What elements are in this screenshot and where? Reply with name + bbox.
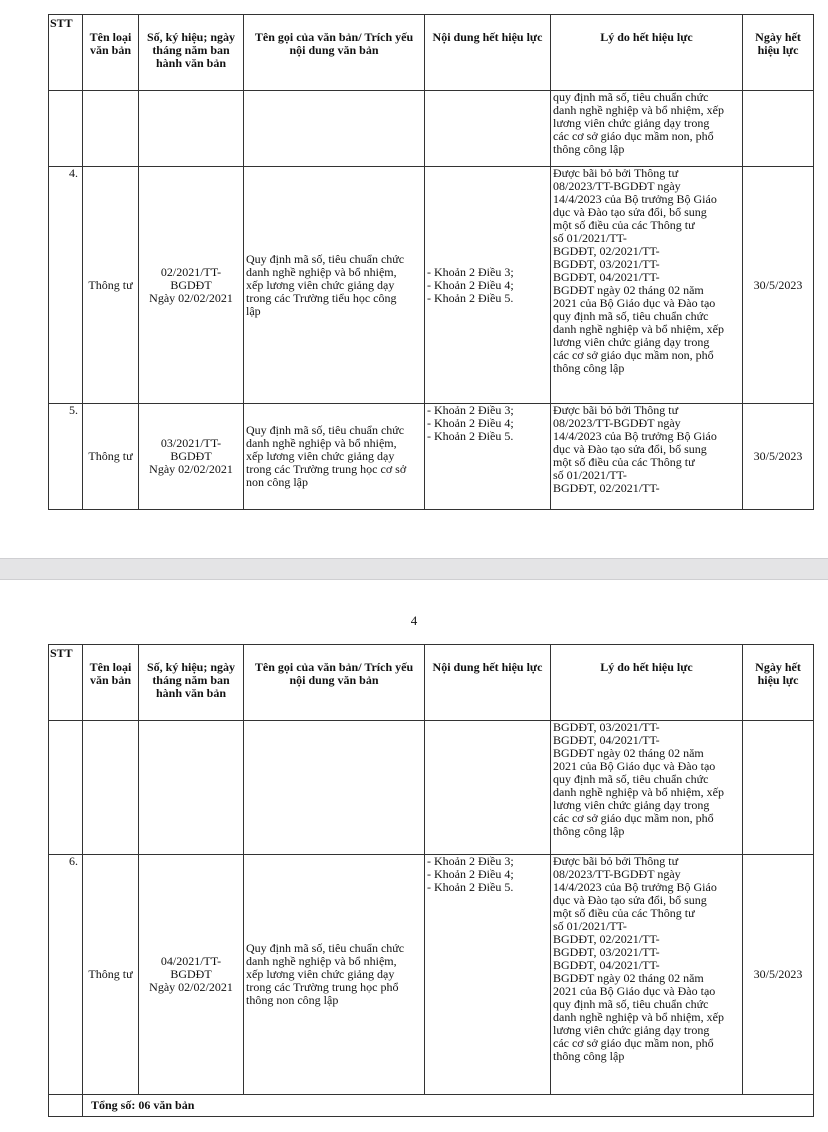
text-line: 14/4/2023 của Bộ trưởng Bộ Giáo [553,192,717,206]
page-separator [0,558,828,580]
text-line: thông công lập [553,1049,625,1063]
header-lydo: Lý do hết hiệu lực [551,15,743,91]
header-ngay: Ngày hết hiệu lực [743,15,814,91]
row-so [139,167,244,404]
text-line: BGDĐT, 03/2021/TT- [553,257,660,271]
text-line: các cơ sở giáo dục mầm non, phổ [553,811,714,825]
text-line: danh nghề nghiệp và bổ nhiệm, xếp [553,785,724,799]
text-line: danh nghề nghiệp và bổ nhiệm, xếp [553,1010,724,1024]
text-line: BGDĐT, 04/2021/TT- [553,733,660,747]
header-ten: Tên gọi của văn bản/ Trích yếu nội dung văn bản [244,645,425,721]
text-line: BGDĐT, 04/2021/TT- [553,270,660,284]
header-lydo: Lý do hết hiệu lực [551,645,743,721]
text-line: BGDĐT, 02/2021/TT- [553,244,660,258]
text-line: - Khoản 2 Điều 5. [427,880,514,894]
text-line: thông công lập [553,142,625,156]
header-loai: Tên loại văn bản [83,645,139,721]
repealed-documents-table-page-1 [48,14,814,510]
repealed-documents-table-page-2 [48,644,814,1117]
text-line: 2021 của Bộ Giáo dục và Đào tạo [553,984,716,998]
text-line: 14/4/2023 của Bộ trưởng Bộ Giáo [553,429,717,443]
row-lydo [551,167,743,404]
text-line: Quy định mã số, tiêu chuẩn chức [246,423,405,437]
text-line: thông công lập [553,824,625,838]
row-ten [244,404,425,510]
table-row-continued [49,91,814,167]
text-line: thông công lập [553,361,625,375]
text-line: 08/2023/TT-BGDĐT ngày [553,179,681,193]
table-row [49,855,814,1095]
text-line: 04/2021/TT- [160,954,222,968]
row-stt: 5. [49,404,83,510]
text-line: danh nghề nghiệp và bổ nhiệm, [246,436,397,450]
text-line: BGDĐT [170,449,212,463]
text-line: lương viên chức giảng dạy trong [553,1023,710,1037]
text-line: xếp lương viên chức giảng dạy [246,449,395,463]
text-line: danh nghề nghiệp và bổ nhiệm, xếp [553,322,724,336]
header-stt: STT [49,15,83,91]
text-line: 14/4/2023 của Bộ trưởng Bộ Giáo [553,880,717,894]
text-line: số 01/2021/TT- [553,468,627,482]
text-line: Ngày 02/02/2021 [149,462,233,476]
table-header-row [49,645,814,721]
header-stt: STT [49,645,83,721]
header-ngay: Ngày hết hiệu lực [743,645,814,721]
text-line: danh nghề nghiệp và bổ nhiệm, xếp [553,103,724,117]
text-line: Được bãi bỏ bởi Thông tư [553,403,679,417]
text-line: Quy định mã số, tiêu chuẩn chức [246,941,405,955]
text-line: 02/2021/TT- [160,264,222,279]
text-line: BGDĐT [170,967,212,981]
text-line: dục và Đào tạo sửa đổi, bổ sung [553,205,707,219]
text-line: trong các Trường trung học cơ sở [246,462,407,476]
row-stt: 6. [49,855,83,1095]
text-line: 2021 của Bộ Giáo dục và Đào tạo [553,759,716,773]
text-line: số 01/2021/TT- [553,919,627,933]
text-line: Quy định mã số, tiêu chuẩn chức [246,251,405,266]
text-line: các cơ sở giáo dục mầm non, phổ [553,1036,714,1050]
header-so: Số, ký hiệu; ngày tháng năm ban hành văn bản [139,15,244,91]
row-lydo [551,855,743,1095]
text-line: - Khoản 2 Điều 4; [427,277,514,292]
row-ngay: 30/5/2023 [743,855,814,1095]
row-ten [244,855,425,1095]
text-line: lương viên chức giảng dạy trong [553,116,710,130]
text-line: BGDĐT ngày 02 tháng 02 năm [553,971,704,985]
text-line: - Khoản 2 Điều 5. [427,290,514,305]
row-noidung [425,404,551,510]
text-line: BGDĐT, 02/2021/TT- [553,481,660,495]
row-ngay: 30/5/2023 [743,404,814,510]
row-loai: Thông tư [83,167,139,404]
table-row [49,167,814,404]
text-line: BGDĐT ngày 02 tháng 02 năm [553,283,704,297]
header-noidung: Nội dung hết hiệu lực [425,15,551,91]
text-line: trong các Trường tiểu học công [246,290,397,305]
lydo-cell-continued [551,721,743,855]
text-line: non công lập [246,475,308,489]
row-lydo [551,404,743,510]
document-page-1 [0,0,828,558]
text-line: BGDĐT ngày 02 tháng 02 năm [553,746,704,760]
row-loai: Thông tư [83,855,139,1095]
row-noidung [425,855,551,1095]
row-ten [244,167,425,404]
text-line: Ngày 02/02/2021 [149,980,233,994]
row-stt: 4. [49,167,83,404]
text-line: xếp lương viên chức giảng dạy [246,967,395,981]
text-line: quy định mã số, tiêu chuẩn chức [553,309,709,323]
text-line: xếp lương viên chức giảng dạy [246,277,395,292]
text-line: 03/2021/TT- [160,436,222,450]
text-line: BGDĐT [170,277,212,292]
text-line: 08/2023/TT-BGDĐT ngày [553,416,681,430]
text-line: - Khoản 2 Điều 3; [427,403,514,417]
table-row-continued [49,721,814,855]
text-line: danh nghề nghiệp và bổ nhiệm, [246,264,397,279]
text-line: BGDĐT, 03/2021/TT- [553,720,660,734]
total-count: Tổng số: 06 văn bản [83,1095,814,1117]
text-line: Ngày 02/02/2021 [149,290,233,305]
text-line: các cơ sở giáo dục mầm non, phổ [553,348,714,362]
text-line: 08/2023/TT-BGDĐT ngày [553,867,681,881]
text-line: lương viên chức giảng dạy trong [553,798,710,812]
text-line: một số điều của các Thông tư [553,455,695,469]
page-number: 4 [410,613,418,628]
text-line: thông non công lập [246,993,339,1007]
row-so [139,404,244,510]
text-line: các cơ sở giáo dục mầm non, phổ [553,129,714,143]
table-row [49,404,814,510]
text-line: lập [246,303,261,318]
text-line: một số điều của các Thông tư [553,218,695,232]
text-line: Được bãi bỏ bởi Thông tư [553,854,679,868]
text-line: số 01/2021/TT- [553,231,627,245]
text-line: quy định mã số, tiêu chuẩn chức [553,997,709,1011]
row-ngay: 30/5/2023 [743,167,814,404]
row-so [139,855,244,1095]
text-line: - Khoản 2 Điều 4; [427,867,514,881]
header-ten: Tên gọi của văn bản/ Trích yếu nội dung văn bản [244,15,425,91]
text-line: - Khoản 2 Điều 5. [427,429,514,443]
text-line: dục và Đào tạo sửa đổi, bổ sung [553,893,707,907]
header-so: Số, ký hiệu; ngày tháng năm ban hành văn bản [139,645,244,721]
table-header-row [49,15,814,91]
document-page-2 [0,580,828,1132]
text-line: quy định mã số, tiêu chuẩn chức [553,90,709,104]
text-line: lương viên chức giảng dạy trong [553,335,710,349]
lydo-cell-continued [551,91,743,167]
text-line: BGDĐT, 02/2021/TT- [553,932,660,946]
table-total-row [49,1095,814,1117]
text-line: - Khoản 2 Điều 3; [427,264,514,279]
text-line: trong các Trường trung học phổ [246,980,399,994]
row-noidung [425,167,551,404]
text-line: danh nghề nghiệp và bổ nhiệm, [246,954,397,968]
text-line: BGDĐT, 04/2021/TT- [553,958,660,972]
text-line: BGDĐT, 03/2021/TT- [553,945,660,959]
text-line: quy định mã số, tiêu chuẩn chức [553,772,709,786]
header-loai: Tên loại văn bản [83,15,139,91]
text-line: một số điều của các Thông tư [553,906,695,920]
header-noidung: Nội dung hết hiệu lực [425,645,551,721]
text-line: - Khoản 2 Điều 3; [427,854,514,868]
text-line: - Khoản 2 Điều 4; [427,416,514,430]
text-line: Được bãi bỏ bởi Thông tư [553,166,679,180]
row-loai: Thông tư [83,404,139,510]
text-line: 2021 của Bộ Giáo dục và Đào tạo [553,296,716,310]
text-line: dục và Đào tạo sửa đổi, bổ sung [553,442,707,456]
